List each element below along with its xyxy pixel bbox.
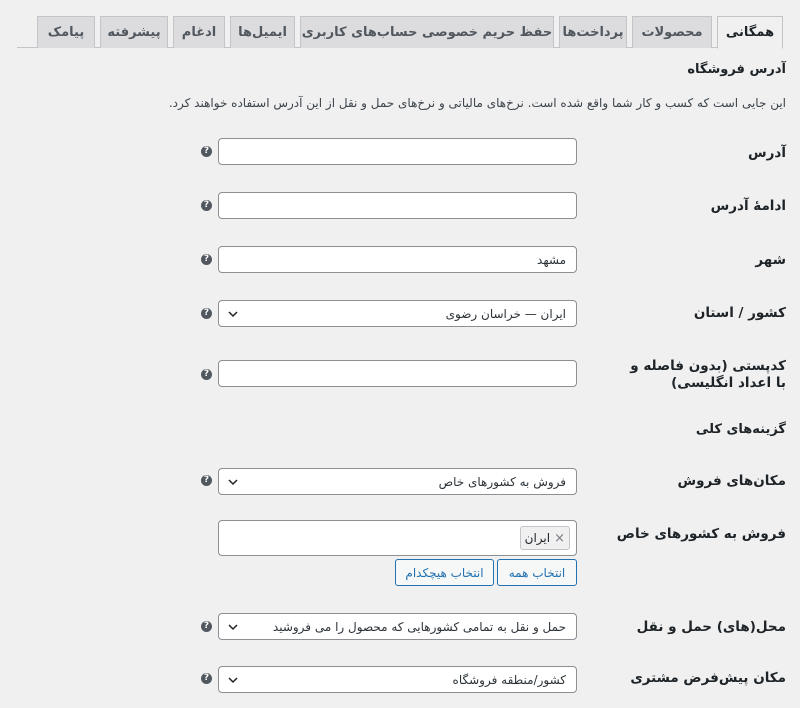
default-customer-location-select[interactable] xyxy=(218,666,577,693)
tab-emails[interactable]: ایمیل‌ها xyxy=(230,16,295,48)
default-customer-location-value: کشور/منطقه فروشگاه xyxy=(452,672,566,687)
select-none-button[interactable]: انتخاب هیچکدام xyxy=(395,559,494,586)
country-chip xyxy=(520,526,570,550)
tab-integration[interactable]: ادغام xyxy=(173,16,225,48)
chevron-down-icon xyxy=(228,477,238,487)
city-label: شهر xyxy=(755,252,786,268)
tab-sms[interactable]: پیامک xyxy=(37,16,95,48)
store-address-description: این جایی است که کسب و کار شما واقع شده است. نرخ‌های مالیاتی و نرخ‌های حمل و نقل از این آدرس استفاده خواهند کرد. xyxy=(168,96,786,110)
postcode-label: کدپستی (بدون فاصله و با اعداد انگلیسی) xyxy=(630,358,786,391)
remove-chip-icon[interactable]: × xyxy=(554,530,565,546)
country-select[interactable] xyxy=(218,300,577,327)
tab-general[interactable]: همگانی xyxy=(717,16,783,49)
help-icon[interactable]: ? xyxy=(201,673,212,684)
country-chip-label: ایران xyxy=(524,531,551,545)
help-icon[interactable]: ? xyxy=(201,146,212,157)
store-address-title: آدرس فروشگاه xyxy=(687,62,786,77)
general-options-title: گزینه‌های کلی xyxy=(695,422,786,437)
selling-locations-select[interactable] xyxy=(218,468,577,495)
default-customer-location-label: مکان پیش‌فرض مشتری xyxy=(630,670,786,686)
shipping-locations-select[interactable] xyxy=(218,613,577,640)
help-icon[interactable]: ? xyxy=(201,475,212,486)
city-input[interactable]: مشهد xyxy=(218,246,577,273)
country-select-value: ایران — خراسان رضوی xyxy=(445,306,566,321)
settings-tabs xyxy=(17,14,783,48)
postcode-input[interactable] xyxy=(218,360,577,387)
country-label: کشور / استان xyxy=(693,305,786,321)
shipping-locations-label: محل(های) حمل و نقل xyxy=(636,619,786,635)
help-icon[interactable]: ? xyxy=(201,369,212,380)
tab-accounts-privacy[interactable]: حفظ حریم خصوصی حساب‌های کاربری xyxy=(300,16,554,48)
tab-payments[interactable]: پرداخت‌ها xyxy=(559,16,627,48)
address2-label: ادامهٔ آدرس xyxy=(710,198,786,214)
help-icon[interactable]: ? xyxy=(201,200,212,211)
address-label: آدرس xyxy=(748,145,786,161)
help-icon[interactable]: ? xyxy=(201,308,212,319)
specific-countries-label: فروش به کشورهای خاص xyxy=(616,526,786,542)
select-all-button[interactable]: انتخاب همه xyxy=(497,559,577,586)
tab-advanced[interactable]: پیشرفته xyxy=(100,16,168,48)
selling-locations-label: مکان‌های فروش xyxy=(677,473,786,489)
shipping-locations-value: حمل و نقل به تمامی کشورهایی که محصول را می فروشید xyxy=(272,619,566,634)
chevron-down-icon xyxy=(228,675,238,685)
chevron-down-icon xyxy=(228,622,238,632)
help-icon[interactable]: ? xyxy=(201,621,212,632)
specific-countries-multiselect[interactable] xyxy=(218,520,577,556)
tab-products[interactable]: محصولات xyxy=(632,16,712,48)
chevron-down-icon xyxy=(228,309,238,319)
address2-input[interactable] xyxy=(218,192,577,219)
address-input[interactable] xyxy=(218,138,577,165)
help-icon[interactable]: ? xyxy=(201,254,212,265)
selling-locations-value: فروش به کشورهای خاص xyxy=(438,474,566,489)
